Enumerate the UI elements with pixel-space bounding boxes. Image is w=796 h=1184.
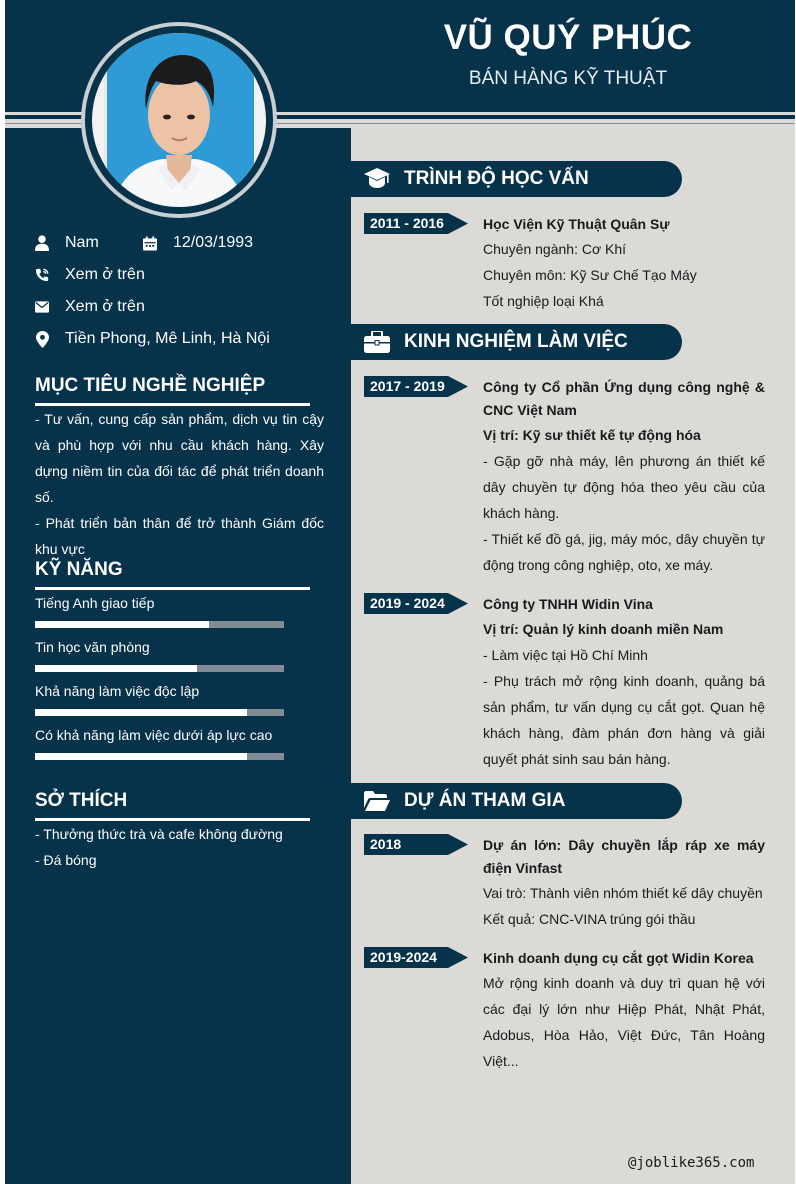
gender-value: Nam	[65, 234, 99, 251]
envelope-icon	[35, 299, 49, 315]
skill-bar-fill	[35, 621, 209, 628]
date-tag	[364, 376, 468, 397]
project-title: Dự án lớn: Dây chuyền lắp ráp xe máy điện Vinfast	[483, 837, 765, 876]
skill-label: Khả năng làm việc độc lập	[35, 683, 200, 699]
date-label: 2017 - 2019	[370, 378, 445, 394]
project-line: Mở rộng kinh doanh và duy trì quan hệ với các đại lý lớn như Hiệp Phát, Nhật Phát, Adobus, Hòa Hảo, Việt Đức, Tân Hoàng Việt...	[483, 975, 765, 1069]
phone-row	[35, 264, 145, 286]
address-row	[35, 328, 270, 350]
dob-value: 12/03/1993	[173, 234, 254, 251]
date-tag	[364, 593, 468, 614]
objective-text	[35, 406, 324, 562]
date-label: 2019 - 2024	[370, 595, 445, 611]
phone-value: Xem ở trên	[65, 266, 145, 283]
calendar-icon	[143, 235, 157, 251]
dob-row	[143, 232, 253, 254]
folder-open-icon	[364, 789, 390, 813]
education-line: Chuyên môn: Kỹ Sư Chế Tạo Máy	[483, 267, 697, 283]
education-line: Chuyên ngành: Cơ Khí	[483, 241, 627, 257]
skill-item	[35, 595, 284, 628]
skills-heading: KỸ NĂNG	[35, 559, 310, 590]
date-tag	[364, 947, 468, 968]
location-pin-icon	[35, 331, 49, 347]
skill-item	[35, 727, 284, 760]
phone-icon	[35, 267, 49, 283]
job-title: BÁN HÀNG KỸ THUẬT	[468, 68, 668, 89]
project-entry	[483, 834, 765, 932]
gender-row	[35, 232, 99, 254]
skill-label: Tiếng Anh giao tiếp	[35, 595, 155, 611]
avatar	[81, 22, 277, 218]
date-tag	[364, 213, 468, 234]
email-row	[35, 296, 145, 318]
skill-bar	[35, 621, 284, 628]
projects-heading: DỰ ÁN THAM GIA	[404, 790, 566, 811]
profile-photo	[92, 33, 266, 207]
projects-section-header	[351, 783, 682, 819]
date-label: 2019-2024	[370, 949, 437, 965]
skill-label: Có khả năng làm việc dưới áp lực cao	[35, 727, 273, 743]
skill-label: Tin học văn phòng	[35, 639, 150, 655]
education-line: Tốt nghiệp loại Khá	[483, 293, 604, 309]
job-line: - Làm việc tại Hồ Chí Minh	[483, 647, 648, 663]
email-value: Xem ở trên	[65, 298, 145, 315]
company-name: Công ty TNHH Widin Vina	[483, 596, 653, 612]
job-entry	[483, 376, 765, 578]
job-role: Vị trí: Quản lý kinh doanh miền Nam	[483, 621, 724, 637]
project-entry	[483, 947, 765, 1074]
skill-item	[35, 683, 284, 716]
objective-line: - Phát triển bản thân để trở thành Giám đốc khu vực	[35, 515, 324, 557]
hobbies-heading: SỞ THÍCH	[35, 790, 310, 821]
skill-bar	[35, 753, 284, 760]
watermark: @joblike365.com	[628, 1155, 755, 1171]
job-line: - Thiết kế đồ gá, jig, máy móc, dây chuyền tự động trong công nghiệp, oto, xe máy.	[483, 531, 765, 573]
cv-page	[5, 0, 795, 1184]
date-tag	[364, 834, 468, 855]
school-name: Học Viện Kỹ Thuật Quân Sự	[483, 216, 670, 232]
education-section-header	[351, 161, 682, 197]
graduation-cap-icon	[364, 167, 390, 191]
user-icon	[35, 235, 49, 251]
skill-bar	[35, 709, 284, 716]
date-label: 2011 - 2016	[370, 215, 444, 231]
project-title: Kinh doanh dụng cụ cắt gọt Widin Korea	[483, 950, 754, 966]
hobby-item: - Đá bóng	[35, 852, 97, 868]
company-name: Công ty Cổ phần Ứng dụng công nghệ & CNC Việt Nam	[483, 379, 765, 418]
job-role: Vị trí: Kỹ sư thiết kế tự động hóa	[483, 427, 701, 443]
skill-bar-fill	[35, 709, 247, 716]
experience-heading: KINH NGHIỆM LÀM VIỆC	[404, 331, 628, 352]
sidebar	[5, 128, 351, 1184]
briefcase-icon	[364, 330, 390, 354]
experience-section-header	[351, 324, 682, 360]
project-line: Vai trò: Thành viên nhóm thiết kế dây chuyền	[483, 885, 763, 901]
job-line: - Phụ trách mở rộng kinh doanh, quảng bá sản phẩm, tư vấn dụng cụ cắt gọt. Quan hệ khách hàng, đàm phán đơn hàng và giải quyết phát sinh sau bán hàng.	[483, 673, 765, 767]
candidate-name: VŨ QUÝ PHÚC	[443, 18, 693, 57]
hobby-item: - Thưởng thức trà và cafe không đường	[35, 826, 283, 842]
objective-heading: MỤC TIÊU NGHỀ NGHIỆP	[35, 375, 310, 406]
skill-bar-fill	[35, 753, 247, 760]
address-value: Tiền Phong, Mê Linh, Hà Nội	[65, 330, 270, 347]
job-line: - Gặp gỡ nhà máy, lên phương án thiết kế dây chuyền tự động hóa theo yêu cầu của khách hàng.	[483, 453, 765, 521]
objective-line: - Tư vấn, cung cấp sản phẩm, dịch vụ tin cậy và phù hợp với nhu cầu khách hàng. Xây dựng niềm tin của đối tác để phát triển doanh số.	[35, 411, 324, 505]
education-heading: TRÌNH ĐỘ HỌC VẤN	[404, 168, 589, 189]
project-line: Kết quả: CNC-VINA trúng gói thầu	[483, 911, 696, 927]
job-entry	[483, 593, 765, 772]
skill-bar-fill	[35, 665, 197, 672]
skill-item	[35, 639, 284, 672]
date-label: 2018	[370, 836, 402, 852]
skill-bar	[35, 665, 284, 672]
education-entry	[483, 213, 765, 314]
